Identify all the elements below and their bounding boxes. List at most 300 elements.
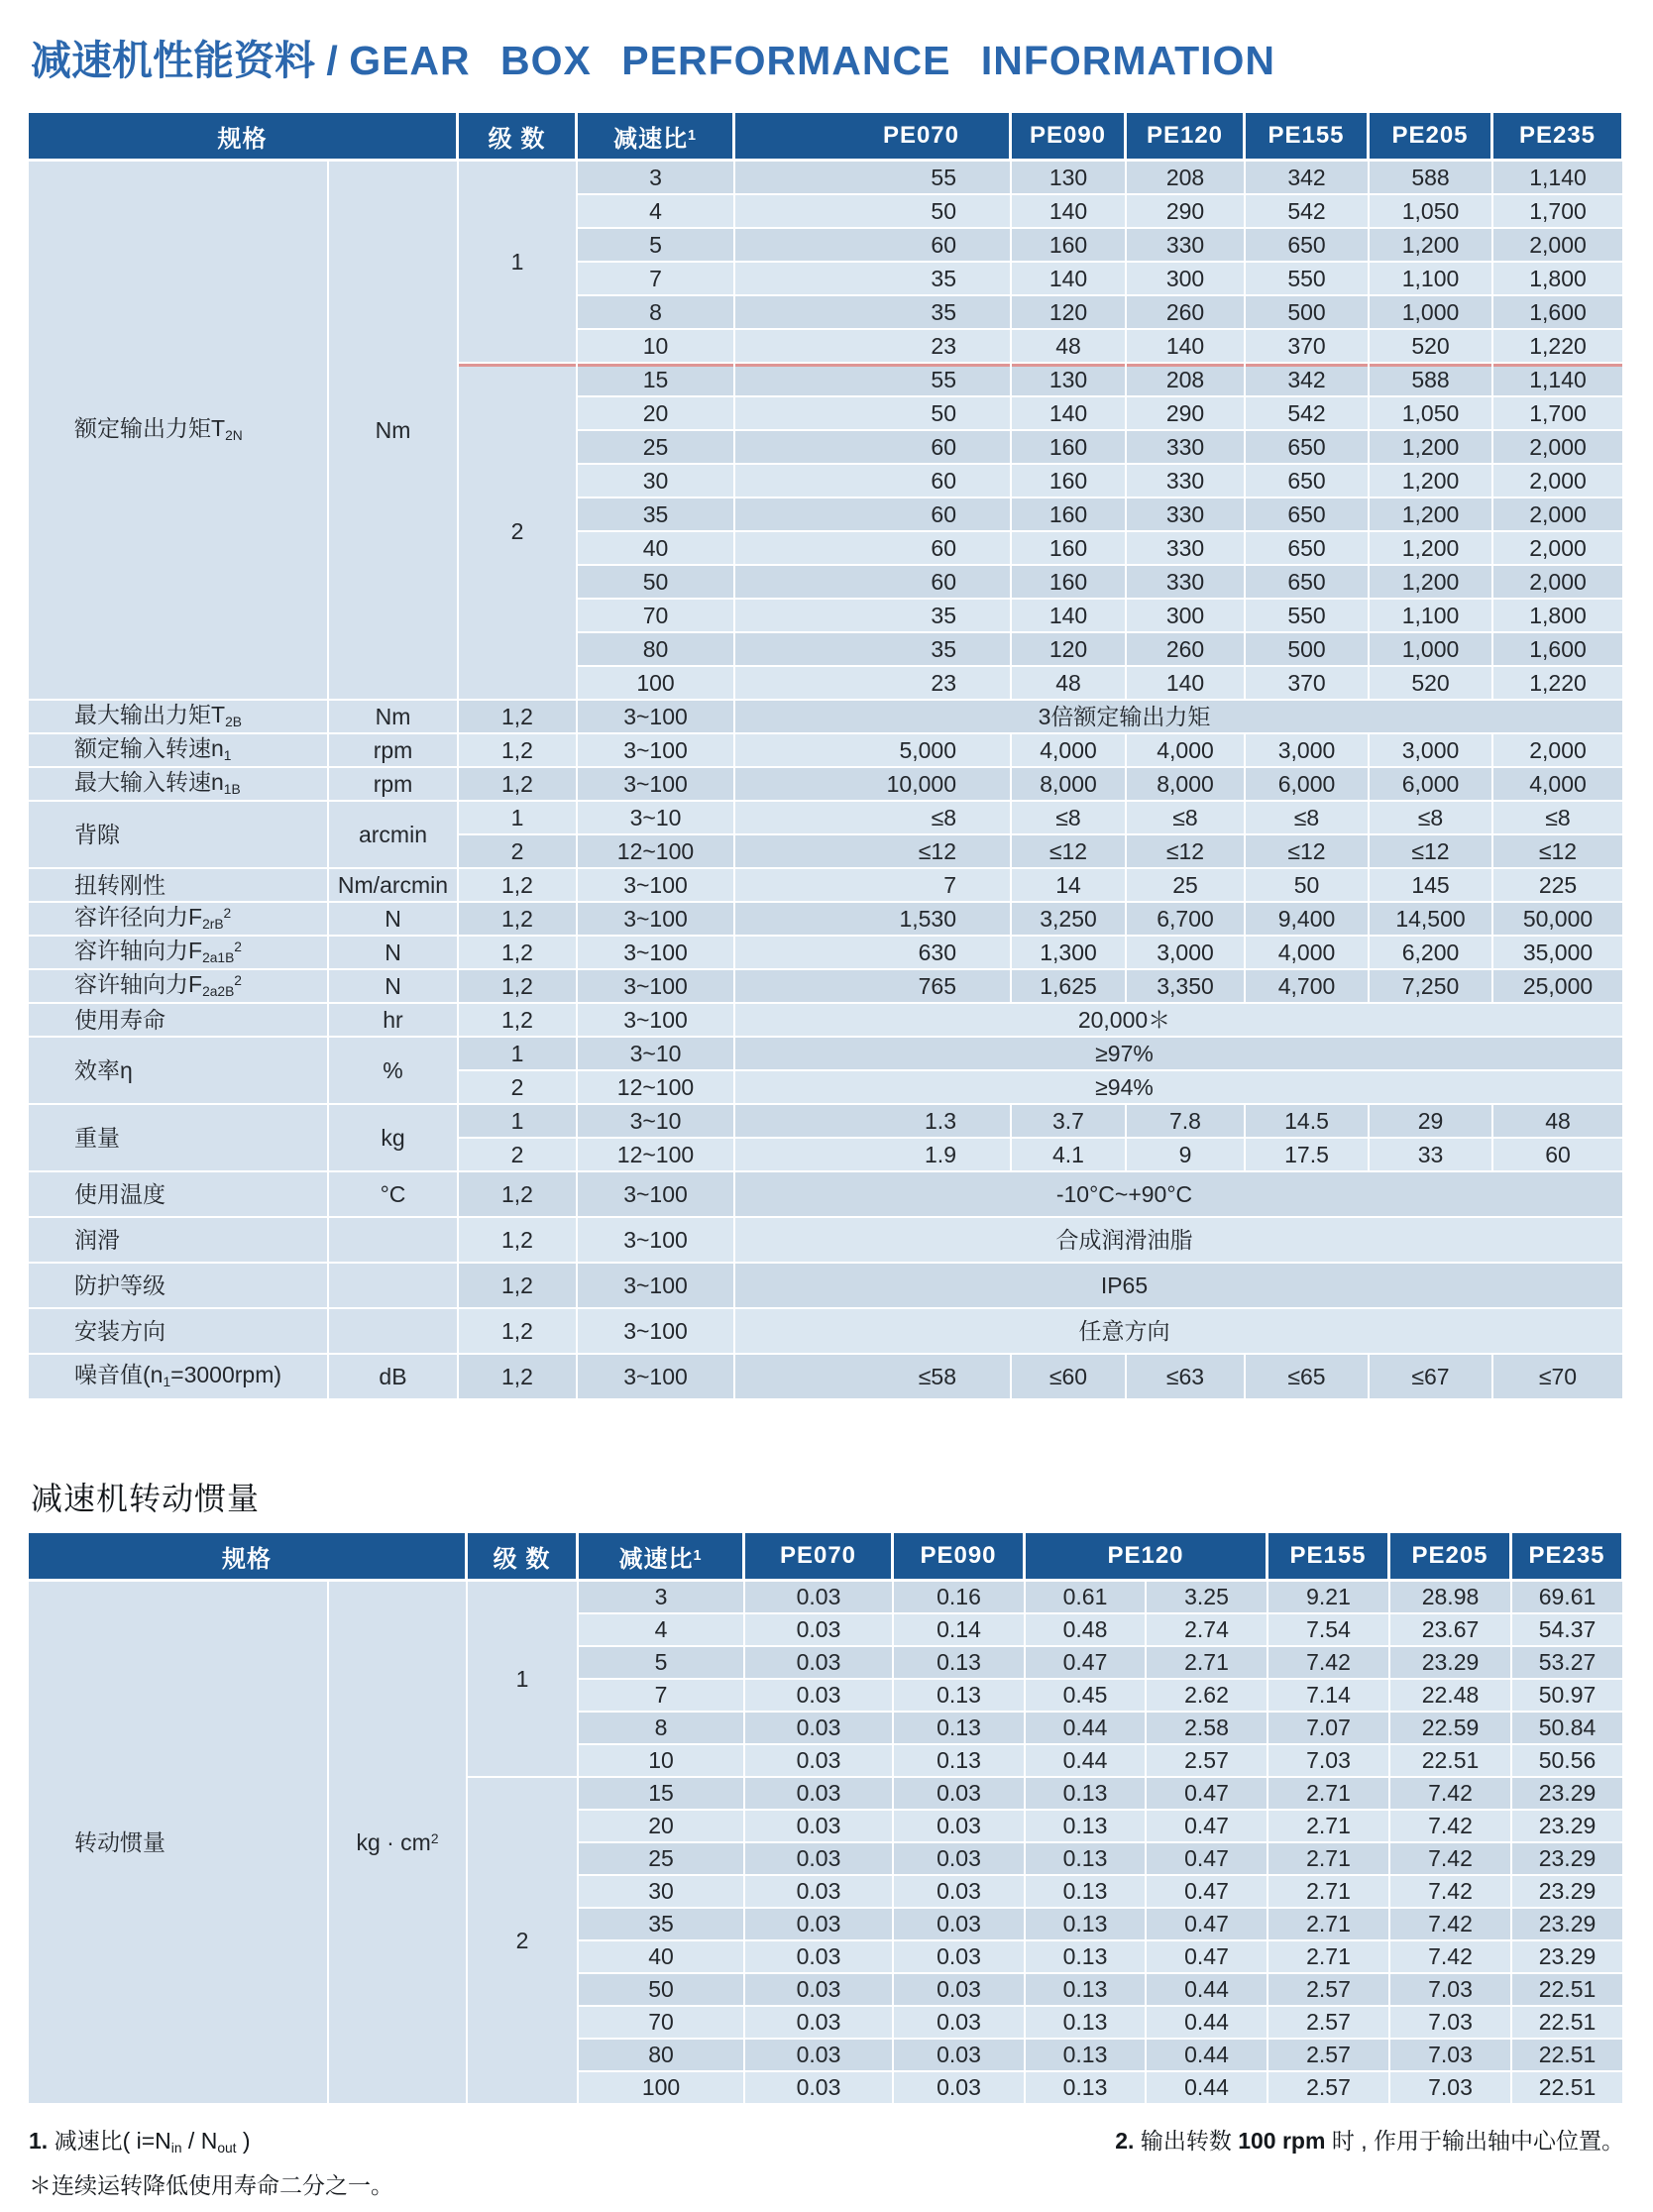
spec-header: 规格	[29, 1533, 468, 1582]
value-cell: ≤8	[1127, 802, 1246, 835]
value-cell: 2.71	[1268, 1843, 1390, 1876]
value-cell: 23.29	[1512, 1876, 1624, 1909]
spec-label-cell: 背隙	[29, 802, 329, 869]
value-cell: 0.47	[1147, 1909, 1268, 1941]
value-cell: 0.44	[1147, 2040, 1268, 2072]
span-value-cell: -10°C~+90°C	[735, 1172, 1624, 1218]
value-cell: 3,350	[1127, 970, 1246, 1004]
value-cell: 2.74	[1147, 1614, 1268, 1647]
value-cell: 0.13	[1026, 1778, 1147, 1811]
unit-cell: dB	[329, 1355, 459, 1400]
stage-cell: 1,2	[459, 970, 578, 1004]
value-cell: 1,140	[1493, 364, 1624, 397]
value-cell: 0.03	[745, 1843, 894, 1876]
footnotes	[29, 2123, 1624, 2212]
table-row	[29, 903, 1624, 937]
value-cell: 0.13	[1026, 1909, 1147, 1941]
unit-cell	[329, 1309, 459, 1355]
value-cell: ≤8	[1370, 802, 1493, 835]
unit-cell: N	[329, 970, 459, 1004]
value-cell: 0.44	[1026, 1713, 1147, 1745]
value-cell: 1,050	[1370, 397, 1493, 431]
value-cell: 588	[1370, 364, 1493, 397]
value-cell: 0.03	[894, 1941, 1026, 1974]
value-cell: 0.03	[745, 1680, 894, 1713]
value-cell: 0.03	[745, 1909, 894, 1941]
value-cell: 208	[1127, 364, 1246, 397]
value-cell: 7.03	[1390, 2040, 1512, 2072]
stage-cell: 1	[459, 1038, 578, 1071]
value-cell: 650	[1246, 532, 1370, 566]
value-cell: 160	[1012, 465, 1127, 498]
inertia-table	[29, 1533, 1624, 2105]
stage-cell: 1,2	[459, 1309, 578, 1355]
spec-label-cell: 容许轴向力$F_{2a1B}^2$	[29, 937, 329, 970]
value-cell: 145	[1370, 869, 1493, 903]
value-cell: 0.03	[745, 2040, 894, 2072]
value-cell: 140	[1012, 397, 1127, 431]
value-cell: 50.84	[1512, 1713, 1624, 1745]
spec-label-cell: 润滑	[29, 1218, 329, 1264]
value-cell: 23.29	[1512, 1843, 1624, 1876]
value-cell: 0.44	[1147, 1974, 1268, 2007]
value-cell: 60	[735, 465, 1012, 498]
value-cell: 7	[735, 869, 1012, 903]
value-cell: 5,000	[735, 734, 1012, 768]
value-cell: 35,000	[1493, 937, 1624, 970]
ratio-cell: 3~100	[578, 701, 735, 734]
value-cell: 60	[735, 431, 1012, 465]
value-cell: 290	[1127, 397, 1246, 431]
value-cell: ≤12	[735, 835, 1012, 869]
value-cell: 290	[1127, 195, 1246, 229]
performance-table	[29, 113, 1624, 1400]
value-cell: 23.67	[1390, 1614, 1512, 1647]
ratio-cell: 20	[578, 397, 735, 431]
value-cell: 28.98	[1390, 1582, 1512, 1614]
value-cell: 1.9	[735, 1139, 1012, 1172]
ratio-cell: 50	[579, 1974, 745, 2007]
footnotes-right	[1115, 2123, 1624, 2167]
ratio-cell: 4	[579, 1614, 745, 1647]
stage-cell: 2	[459, 835, 578, 869]
value-cell: 0.03	[894, 1843, 1026, 1876]
value-cell: 1,700	[1493, 397, 1624, 431]
value-cell: ≤12	[1246, 835, 1370, 869]
value-cell: 1,000	[1370, 633, 1493, 667]
spec-label-cell: 防护等级	[29, 1264, 329, 1309]
stages-header: 级 数	[468, 1533, 579, 1582]
model-header-pe155: PE155	[1246, 113, 1370, 162]
spec-header: 规格	[29, 113, 459, 162]
spec-label-cell: 转动惯量	[29, 1582, 329, 2105]
ratio-cell: 3	[579, 1582, 745, 1614]
ratio-header: 减速比$^1$	[578, 113, 735, 162]
value-cell: 22.51	[1512, 1974, 1624, 2007]
value-cell: 23.29	[1512, 1909, 1624, 1941]
value-cell: 370	[1246, 667, 1370, 701]
value-cell: 1,800	[1493, 600, 1624, 633]
ratio-cell: 3~100	[578, 937, 735, 970]
unit-cell: arcmin	[329, 802, 459, 869]
value-cell: 0.13	[1026, 2072, 1147, 2105]
value-cell: 140	[1127, 330, 1246, 364]
value-cell: 3.25	[1147, 1582, 1268, 1614]
value-cell: 140	[1012, 263, 1127, 296]
value-cell: 0.03	[745, 1811, 894, 1843]
model-header-pe235: PE235	[1493, 113, 1624, 162]
value-cell: 370	[1246, 330, 1370, 364]
value-cell: 22.48	[1390, 1680, 1512, 1713]
table-row	[29, 1355, 1624, 1400]
header-row	[29, 1533, 1624, 1582]
table-row	[29, 970, 1624, 1004]
value-cell: ≤8	[735, 802, 1012, 835]
value-cell: 1,200	[1370, 532, 1493, 566]
unit-cell: °C	[329, 1172, 459, 1218]
value-cell: 2,000	[1493, 498, 1624, 532]
value-cell: 0.47	[1147, 1811, 1268, 1843]
value-cell: 0.13	[1026, 1876, 1147, 1909]
ratio-cell: 3~10	[578, 1105, 735, 1139]
value-cell: 4,000	[1127, 734, 1246, 768]
table-row	[29, 1172, 1624, 1218]
value-cell: 650	[1246, 229, 1370, 263]
value-cell: 330	[1127, 465, 1246, 498]
value-cell: 53.27	[1512, 1647, 1624, 1680]
value-cell: 1,700	[1493, 195, 1624, 229]
value-cell: 120	[1012, 633, 1127, 667]
ratio-cell: 7	[578, 263, 735, 296]
span-value-cell: ≥94%	[735, 1071, 1624, 1105]
value-cell: 330	[1127, 498, 1246, 532]
value-cell: 1,220	[1493, 667, 1624, 701]
value-cell: ≤63	[1127, 1355, 1246, 1400]
value-cell: ≤12	[1127, 835, 1246, 869]
value-cell: 0.03	[745, 2072, 894, 2105]
value-cell: 1,300	[1012, 937, 1127, 970]
value-cell: 2,000	[1493, 431, 1624, 465]
value-cell: 22.51	[1512, 2072, 1624, 2105]
spec-label-cell: 最大输出力矩$T_{2B}$	[29, 701, 329, 734]
value-cell: 4,000	[1246, 937, 1370, 970]
value-cell: 7.42	[1390, 1909, 1512, 1941]
value-cell: 160	[1012, 229, 1127, 263]
model-header-pe155: PE155	[1268, 1533, 1390, 1582]
value-cell: 60	[1493, 1139, 1624, 1172]
page-title-en: GEAR BOX PERFORMANCE INFORMATION	[349, 38, 1276, 83]
value-cell: 2.71	[1268, 1909, 1390, 1941]
value-cell: 0.48	[1026, 1614, 1147, 1647]
value-cell: 300	[1127, 263, 1246, 296]
value-cell: 23.29	[1512, 1941, 1624, 1974]
unit-cell: Nm/arcmin	[329, 869, 459, 903]
spec-label-cell: 扭转刚性	[29, 869, 329, 903]
ratio-cell: 50	[578, 566, 735, 600]
value-cell: 0.03	[745, 1974, 894, 2007]
ratio-cell: 3~100	[578, 1264, 735, 1309]
value-cell: 23.29	[1390, 1647, 1512, 1680]
stage-cell: 1	[459, 162, 578, 364]
stage-cell: 1,2	[459, 701, 578, 734]
value-cell: 342	[1246, 364, 1370, 397]
value-cell: 50	[735, 195, 1012, 229]
ratio-cell: 3~100	[578, 1218, 735, 1264]
value-cell: 2.57	[1147, 1745, 1268, 1778]
value-cell: 550	[1246, 600, 1370, 633]
model-header-pe235: PE235	[1512, 1533, 1624, 1582]
value-cell: 60	[735, 532, 1012, 566]
ratio-cell: 25	[578, 431, 735, 465]
value-cell: 160	[1012, 566, 1127, 600]
table-row	[29, 802, 1624, 835]
unit-cell	[329, 1218, 459, 1264]
value-cell: 0.03	[745, 1713, 894, 1745]
table-row	[29, 869, 1624, 903]
value-cell: 300	[1127, 600, 1246, 633]
stage-cell: 1	[468, 1582, 579, 1778]
table-row	[29, 1038, 1624, 1071]
value-cell: 225	[1493, 869, 1624, 903]
value-cell: 23	[735, 667, 1012, 701]
value-cell: 2,000	[1493, 532, 1624, 566]
stage-cell: 1,2	[459, 1355, 578, 1400]
value-cell: 0.03	[894, 1909, 1026, 1941]
value-cell: 60	[735, 566, 1012, 600]
value-cell: 4,700	[1246, 970, 1370, 1004]
value-cell: 2,000	[1493, 566, 1624, 600]
stage-cell: 1,2	[459, 937, 578, 970]
stage-cell: 1,2	[459, 1264, 578, 1309]
spec-label-cell: 最大输入转速$n_{1B}$	[29, 768, 329, 802]
unit-cell: kg · $cm^2$	[329, 1582, 468, 2105]
value-cell: 0.03	[894, 1876, 1026, 1909]
value-cell: 1,200	[1370, 229, 1493, 263]
ratio-cell: 3~100	[578, 903, 735, 937]
value-cell: 0.13	[1026, 1811, 1147, 1843]
ratio-cell: 80	[578, 633, 735, 667]
stage-cell: 1,2	[459, 1004, 578, 1038]
span-value-cell: IP65	[735, 1264, 1624, 1309]
value-cell: 550	[1246, 263, 1370, 296]
value-cell: 6,200	[1370, 937, 1493, 970]
value-cell: 50	[735, 397, 1012, 431]
ratio-cell: 30	[578, 465, 735, 498]
table-row	[29, 1004, 1624, 1038]
ratio-cell: 10	[578, 330, 735, 364]
value-cell: 48	[1012, 330, 1127, 364]
value-cell: 29	[1370, 1105, 1493, 1139]
value-cell: 1,100	[1370, 600, 1493, 633]
value-cell: 2.71	[1268, 1778, 1390, 1811]
spec-label-cell: 安装方向	[29, 1309, 329, 1355]
value-cell: 0.45	[1026, 1680, 1147, 1713]
value-cell: 7.54	[1268, 1614, 1390, 1647]
value-cell: 0.47	[1026, 1647, 1147, 1680]
ratio-cell: 70	[578, 600, 735, 633]
value-cell: 1,140	[1493, 162, 1624, 195]
value-cell: 33	[1370, 1139, 1493, 1172]
ratio-cell: 100	[578, 667, 735, 701]
value-cell: 260	[1127, 633, 1246, 667]
footnote: 1. 减速比( $i=N_{in} / N_{out}$ )	[29, 2128, 251, 2157]
value-cell: 1,000	[1370, 296, 1493, 330]
model-header-pe120: PE120	[1026, 1533, 1268, 1582]
page-title-separator: /	[315, 38, 350, 83]
value-cell: 2.71	[1268, 1876, 1390, 1909]
value-cell: 7.42	[1390, 1843, 1512, 1876]
value-cell: 9,400	[1246, 903, 1370, 937]
stage-cell: 2	[468, 1778, 579, 2105]
value-cell: 2.71	[1268, 1941, 1390, 1974]
value-cell: 48	[1012, 667, 1127, 701]
value-cell: 0.03	[894, 2072, 1026, 2105]
value-cell: 4.1	[1012, 1139, 1127, 1172]
unit-cell: %	[329, 1038, 459, 1105]
value-cell: 50,000	[1493, 903, 1624, 937]
value-cell: 208	[1127, 162, 1246, 195]
value-cell: 23.29	[1512, 1778, 1624, 1811]
value-cell: ≤12	[1012, 835, 1127, 869]
value-cell: 588	[1370, 162, 1493, 195]
value-cell: 7.07	[1268, 1713, 1390, 1745]
unit-cell: Nm	[329, 162, 459, 701]
ratio-cell: 35	[578, 498, 735, 532]
ratio-cell: 15	[579, 1778, 745, 1811]
model-header-pe205: PE205	[1390, 1533, 1512, 1582]
table-row	[29, 1105, 1624, 1139]
stage-cell: 2	[459, 1071, 578, 1105]
spec-label-cell: 重量	[29, 1105, 329, 1172]
value-cell: 2.57	[1268, 1974, 1390, 2007]
value-cell: 23	[735, 330, 1012, 364]
value-cell: 1.3	[735, 1105, 1012, 1139]
unit-cell: hr	[329, 1004, 459, 1038]
value-cell: 1,530	[735, 903, 1012, 937]
value-cell: 0.44	[1147, 2072, 1268, 2105]
value-cell: 1,625	[1012, 970, 1127, 1004]
value-cell: 650	[1246, 431, 1370, 465]
value-cell: 330	[1127, 229, 1246, 263]
ratio-cell: 3~100	[578, 768, 735, 802]
value-cell: 4,000	[1012, 734, 1127, 768]
value-cell: 520	[1370, 667, 1493, 701]
value-cell: 130	[1012, 364, 1127, 397]
table-row	[29, 1218, 1624, 1264]
value-cell: 500	[1246, 633, 1370, 667]
ratio-cell: 3~100	[578, 1355, 735, 1400]
ratio-cell: 3~100	[578, 1309, 735, 1355]
value-cell: 0.13	[894, 1745, 1026, 1778]
value-cell: 0.16	[894, 1582, 1026, 1614]
value-cell: 0.13	[1026, 1843, 1147, 1876]
value-cell: ≤12	[1370, 835, 1493, 869]
value-cell: 0.13	[894, 1680, 1026, 1713]
table-row	[29, 937, 1624, 970]
header-row	[29, 113, 1624, 162]
value-cell: 650	[1246, 465, 1370, 498]
value-cell: 330	[1127, 431, 1246, 465]
ratio-cell: 12~100	[578, 835, 735, 869]
value-cell: 330	[1127, 532, 1246, 566]
value-cell: 0.03	[894, 2040, 1026, 2072]
value-cell: 0.03	[894, 1778, 1026, 1811]
value-cell: 7.42	[1390, 1778, 1512, 1811]
value-cell: 22.51	[1390, 1745, 1512, 1778]
value-cell: 6,000	[1246, 768, 1370, 802]
unit-cell	[329, 1264, 459, 1309]
value-cell: 50.97	[1512, 1680, 1624, 1713]
value-cell: 0.03	[745, 1778, 894, 1811]
value-cell: 55	[735, 162, 1012, 195]
table-row	[29, 1309, 1624, 1355]
value-cell: 7.42	[1390, 1876, 1512, 1909]
value-cell: 0.47	[1147, 1778, 1268, 1811]
span-value-cell: 任意方向	[735, 1309, 1624, 1355]
value-cell: 0.03	[745, 1745, 894, 1778]
value-cell: 0.03	[745, 1941, 894, 1974]
value-cell: 130	[1012, 162, 1127, 195]
value-cell: 3,000	[1246, 734, 1370, 768]
stage-cell: 1,2	[459, 1218, 578, 1264]
value-cell: 342	[1246, 162, 1370, 195]
spec-label-cell: 使用温度	[29, 1172, 329, 1218]
value-cell: 0.44	[1147, 2007, 1268, 2040]
ratio-cell: 100	[579, 2072, 745, 2105]
value-cell: 22.51	[1512, 2040, 1624, 2072]
value-cell: ≤8	[1246, 802, 1370, 835]
ratio-cell: 3~10	[578, 1038, 735, 1071]
stage-cell: 1,2	[459, 768, 578, 802]
value-cell: 7.03	[1390, 2007, 1512, 2040]
ratio-cell: 3~10	[578, 802, 735, 835]
value-cell: 160	[1012, 532, 1127, 566]
value-cell: 0.03	[745, 1647, 894, 1680]
value-cell: 0.13	[1026, 1941, 1147, 1974]
value-cell: 0.03	[745, 1582, 894, 1614]
ratio-cell: 3~100	[578, 1004, 735, 1038]
ratio-cell: 30	[579, 1876, 745, 1909]
value-cell: 22.51	[1512, 2007, 1624, 2040]
value-cell: ≤12	[1493, 835, 1624, 869]
stage-cell: 1	[459, 802, 578, 835]
value-cell: 25,000	[1493, 970, 1624, 1004]
spec-label-cell: 额定输出力矩$T_{2N}$	[29, 162, 329, 701]
value-cell: 0.03	[745, 2007, 894, 2040]
value-cell: 2,000	[1493, 229, 1624, 263]
value-cell: 3,250	[1012, 903, 1127, 937]
ratio-cell: 40	[579, 1941, 745, 1974]
value-cell: 260	[1127, 296, 1246, 330]
ratio-cell: 35	[579, 1909, 745, 1941]
value-cell: 25	[1127, 869, 1246, 903]
ratio-cell: 12~100	[578, 1139, 735, 1172]
table-row	[29, 701, 1624, 734]
ratio-cell: 8	[579, 1713, 745, 1745]
spec-label-cell: 效率η	[29, 1038, 329, 1105]
model-header-pe070: PE070	[745, 1533, 894, 1582]
value-cell: 650	[1246, 498, 1370, 532]
value-cell: 0.47	[1147, 1941, 1268, 1974]
spec-label-cell: 额定输入转速$n_1$	[29, 734, 329, 768]
value-cell: 35	[735, 600, 1012, 633]
value-cell: 35	[735, 296, 1012, 330]
model-header-pe090: PE090	[894, 1533, 1026, 1582]
value-cell: 2.71	[1147, 1647, 1268, 1680]
ratio-cell: 5	[579, 1647, 745, 1680]
page-title-zh: 减速机性能资料	[31, 38, 315, 83]
value-cell: 6,000	[1370, 768, 1493, 802]
